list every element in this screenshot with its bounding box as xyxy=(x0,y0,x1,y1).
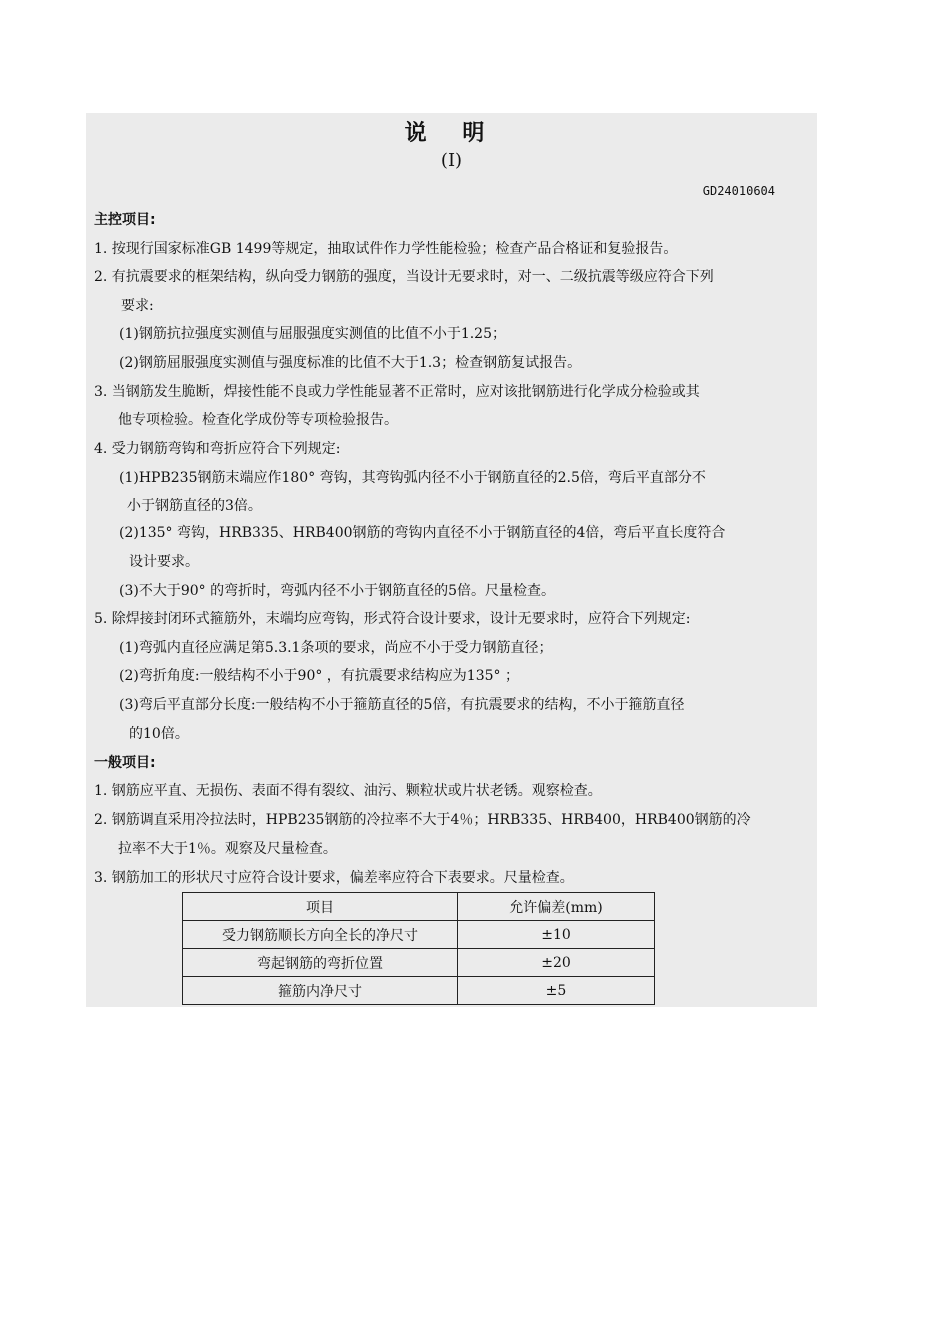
table-row xyxy=(183,977,655,1005)
column-header-tolerance: 允许偏差(mm) xyxy=(458,893,655,921)
table-cell: ±20 xyxy=(458,949,655,977)
text-line: 拉率不大于1％。观察及尺量检查。 xyxy=(118,841,337,857)
text-line: 的10倍。 xyxy=(129,726,189,742)
text-line: 3. 当钢筋发生脆断，焊接性能不良或力学性能显著不正常时，应对该批钢筋进行化学成分检验或其 xyxy=(94,384,700,400)
column-header-item: 项目 xyxy=(183,893,458,921)
text-line: 2. 有抗震要求的框架结构，纵向受力钢筋的强度，当设计无要求时，对一、二级抗震等级应符合下列 xyxy=(94,269,714,285)
section-heading-general: 一般项目: xyxy=(94,755,156,771)
text-line: 1. 钢筋应平直、无损伤、表面不得有裂纹、油污、颗粒状或片状老锈。观察检查。 xyxy=(94,783,602,799)
text-line: 他专项检验。检查化学成份等专项检验报告。 xyxy=(118,412,398,428)
text-line: (2)弯折角度:一般结构不小于90° ，有抗震要求结构应为135° ； xyxy=(119,668,519,684)
document-code: GD24010604 xyxy=(702,184,775,198)
text-line: (1)HPB235钢筋末端应作180° 弯钩，其弯钩弧内径不小于钢筋直径的2.5倍，弯后平直部分不 xyxy=(119,470,706,486)
text-line: (2)135° 弯钩，HRB335、HRB400钢筋的弯钩内直径不小于钢筋直径的4倍，弯后平直长度符合 xyxy=(119,525,726,541)
page-subtitle: (Ⅰ) xyxy=(440,150,463,171)
table-cell: 弯起钢筋的弯折位置 xyxy=(183,949,458,977)
text-line: 设计要求。 xyxy=(129,554,199,570)
text-line: 1. 按现行国家标准GB 1499等规定，抽取试件作力学性能检验；检查产品合格证和复验报告。 xyxy=(94,241,678,257)
table-row xyxy=(183,921,655,949)
tolerance-table xyxy=(182,892,655,1005)
text-line: 小于钢筋直径的3倍。 xyxy=(127,498,262,514)
page-title: 说 明 xyxy=(404,121,499,146)
text-line: (2)钢筋屈服强度实测值与强度标准的比值不大于1.3；检查钢筋复试报告。 xyxy=(119,355,582,371)
text-line: 3. 钢筋加工的形状尺寸应符合设计要求，偏差率应符合下表要求。尺量检查。 xyxy=(94,870,574,886)
table-cell: ±5 xyxy=(458,977,655,1005)
text-line: 5. 除焊接封闭环式箍筋外，末端均应弯钩，形式符合设计要求，设计无要求时，应符合下列规定: xyxy=(94,611,691,627)
section-heading-main: 主控项目: xyxy=(94,212,156,228)
text-line: 4. 受力钢筋弯钩和弯折应符合下列规定: xyxy=(94,441,341,457)
text-line: (3)不大于90° 的弯折时，弯弧内径不小于钢筋直径的5倍。尺量检查。 xyxy=(119,583,556,599)
text-line: (1)钢筋抗拉强度实测值与屈服强度实测值的比值不小于1.25； xyxy=(119,326,507,342)
table-cell: 受力钢筋顺长方向全长的净尺寸 xyxy=(183,921,458,949)
text-line: 要求: xyxy=(121,298,154,314)
table-header-row xyxy=(183,893,655,921)
text-line: 2. 钢筋调直采用冷拉法时，HPB235钢筋的冷拉率不大于4％；HRB335、HRB400，HRB400钢筋的冷 xyxy=(94,812,751,828)
table-row xyxy=(183,949,655,977)
text-line: (3)弯后平直部分长度:一般结构不小于箍筋直径的5倍，有抗震要求的结构，不小于箍筋直径 xyxy=(119,697,685,713)
table-cell: ±10 xyxy=(458,921,655,949)
text-line: (1)弯弧内直径应满足第5.3.1条项的要求，尚应不小于受力钢筋直径； xyxy=(119,640,553,656)
table-cell: 箍筋内净尺寸 xyxy=(183,977,458,1005)
